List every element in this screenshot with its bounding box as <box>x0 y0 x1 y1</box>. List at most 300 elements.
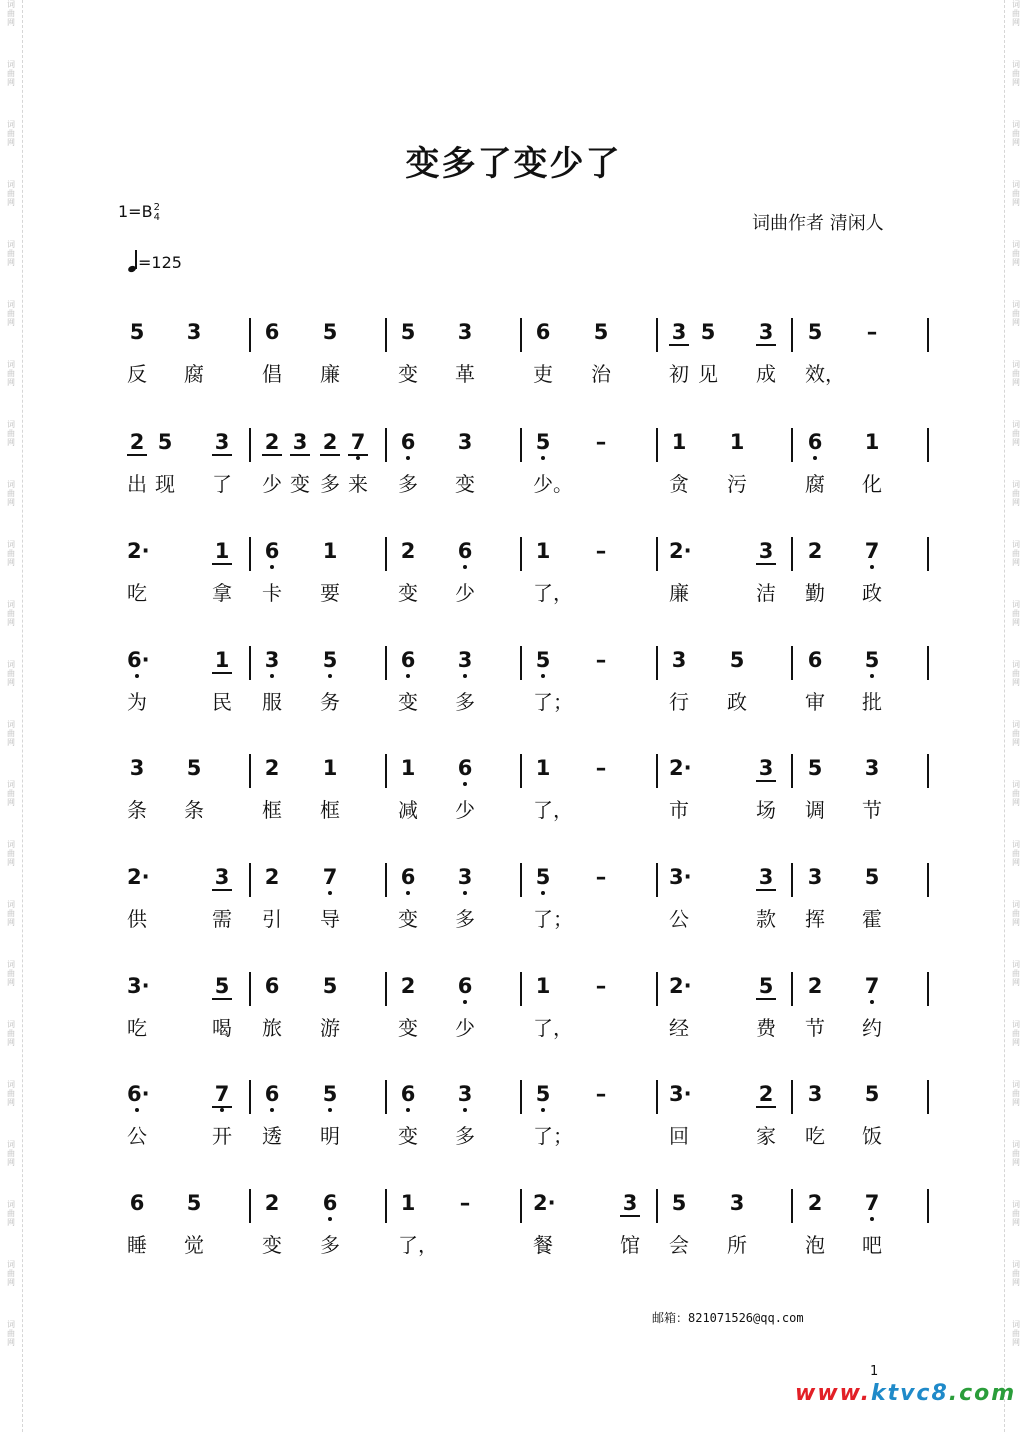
barline <box>656 646 658 680</box>
lyric: 治 <box>591 362 611 386</box>
note: 3 <box>186 320 202 344</box>
lyric: 旅 <box>262 1016 282 1040</box>
note: 6 <box>264 1082 280 1106</box>
note: 7 <box>864 1191 880 1215</box>
lyric: 出 <box>127 472 147 496</box>
note: 1 <box>535 539 551 563</box>
barline <box>927 537 929 571</box>
barline <box>249 428 251 462</box>
barline <box>656 318 658 352</box>
note: 3 <box>669 320 689 346</box>
note: 3· <box>669 865 692 889</box>
lyric: 了； <box>533 690 573 714</box>
lyric: 行 <box>669 690 689 714</box>
note: – <box>595 539 607 563</box>
octave-dot <box>220 1108 224 1112</box>
octave-dot <box>541 891 545 895</box>
watermark-mark: 词 曲 网 <box>7 360 15 387</box>
lyric: 市 <box>669 798 689 822</box>
note: 6 <box>264 974 280 998</box>
lyric: 少 <box>455 581 475 605</box>
barline <box>249 1189 251 1223</box>
note: 5 <box>322 1082 338 1106</box>
key-signature <box>118 202 160 223</box>
lyric: 腐 <box>805 472 825 496</box>
watermark-mark: 词 曲 网 <box>7 780 15 807</box>
lyric: 开 <box>212 1124 232 1148</box>
note: 5 <box>756 974 776 1000</box>
lyric: 了； <box>533 907 573 931</box>
watermark-mark: 词 曲 网 <box>7 900 15 927</box>
lyric: 初 <box>669 362 689 386</box>
barline <box>520 318 522 352</box>
lyric: 变 <box>398 1124 418 1148</box>
lyric: 卡 <box>262 581 282 605</box>
note: 3 <box>212 865 232 891</box>
note: 2 <box>400 974 416 998</box>
note: 6 <box>322 1191 338 1215</box>
lyric: 减 <box>398 798 418 822</box>
lyric: 节 <box>805 1016 825 1040</box>
watermark-mark: 词 曲 网 <box>7 300 15 327</box>
note: 7 <box>864 539 880 563</box>
barline <box>520 428 522 462</box>
watermark-mark: 词 曲 网 <box>1012 480 1020 507</box>
lyric: 变 <box>398 907 418 931</box>
lyric: 框 <box>320 798 340 822</box>
lyric: 变 <box>290 472 310 496</box>
lyric: 引 <box>262 907 282 931</box>
tempo-marking <box>128 250 182 272</box>
octave-dot <box>870 565 874 569</box>
barline <box>249 646 251 680</box>
note: 1 <box>729 430 745 454</box>
note: 5 <box>864 1082 880 1106</box>
lyric: 明 <box>320 1124 340 1148</box>
octave-dot <box>328 1217 332 1221</box>
lyric: 效， <box>805 362 845 386</box>
lyric: 公 <box>127 1124 147 1148</box>
note: 6 <box>807 648 823 672</box>
barline <box>520 972 522 1006</box>
site-logo: www.ktvc8.com <box>795 1381 1017 1406</box>
note: 3 <box>620 1191 640 1217</box>
note: 5 <box>322 648 338 672</box>
note: 2 <box>756 1082 776 1108</box>
note: 2· <box>669 756 692 780</box>
lyric: 成 <box>756 362 776 386</box>
note: 5 <box>807 320 823 344</box>
watermark-mark: 词 曲 网 <box>1012 600 1020 627</box>
lyric: 多 <box>320 472 340 496</box>
note: – <box>459 1191 471 1215</box>
watermark-mark: 词 曲 网 <box>1012 540 1020 567</box>
note: 2 <box>807 539 823 563</box>
lyric: 审 <box>805 690 825 714</box>
note: 3 <box>729 1191 745 1215</box>
watermark-mark: 词 曲 网 <box>7 0 15 27</box>
watermark-mark: 词 曲 网 <box>7 120 15 147</box>
watermark-mark: 词 曲 网 <box>7 240 15 267</box>
note: 1 <box>864 430 880 454</box>
watermark-mark: 词 曲 网 <box>1012 1080 1020 1107</box>
lyric: 为 <box>127 690 147 714</box>
lyric: 了， <box>533 1016 573 1040</box>
note: 5 <box>807 756 823 780</box>
lyric: 觉 <box>184 1233 204 1257</box>
lyric: 节 <box>862 798 882 822</box>
note: 2 <box>400 539 416 563</box>
note: 6 <box>129 1191 145 1215</box>
note: 2 <box>264 756 280 780</box>
barline <box>791 863 793 897</box>
lyric: 务 <box>320 690 340 714</box>
octave-dot <box>356 456 360 460</box>
watermark-mark: 词 曲 网 <box>1012 180 1020 207</box>
note: 6 <box>457 974 473 998</box>
watermark-mark: 词 曲 网 <box>7 480 15 507</box>
page-number: 1 <box>870 1364 879 1379</box>
note: 5 <box>593 320 609 344</box>
lyric: 民 <box>212 690 232 714</box>
lyric: 反 <box>127 362 147 386</box>
barline <box>791 754 793 788</box>
barline <box>656 754 658 788</box>
lyric: 家 <box>756 1124 776 1148</box>
barline <box>520 1189 522 1223</box>
lyric: 导 <box>320 907 340 931</box>
barline <box>520 863 522 897</box>
note: 5 <box>864 648 880 672</box>
note: 1 <box>671 430 687 454</box>
note: 2· <box>127 865 150 889</box>
barline <box>385 646 387 680</box>
barline <box>249 537 251 571</box>
note: 1 <box>212 648 232 674</box>
watermark-mark: 词 曲 网 <box>1012 1020 1020 1047</box>
lyric: 要 <box>320 581 340 605</box>
barline <box>520 537 522 571</box>
octave-dot <box>541 456 545 460</box>
lyric: 费 <box>756 1016 776 1040</box>
note: 2 <box>262 430 282 456</box>
barline <box>927 646 929 680</box>
octave-dot <box>541 674 545 678</box>
lyric: 吃 <box>127 1016 147 1040</box>
barline <box>791 646 793 680</box>
note: 3 <box>756 320 776 346</box>
composer-credit: 词曲作者 清闲人 <box>752 213 884 234</box>
watermark-mark: 词 曲 网 <box>7 720 15 747</box>
octave-dot <box>406 891 410 895</box>
barline <box>385 1080 387 1114</box>
note: 2 <box>807 1191 823 1215</box>
note: 7 <box>348 430 368 456</box>
note: – <box>595 430 607 454</box>
lyric: 多 <box>398 472 418 496</box>
lyric: 化 <box>862 472 882 496</box>
octave-dot <box>328 891 332 895</box>
note: 5 <box>700 320 716 344</box>
lyric: 变 <box>398 1016 418 1040</box>
watermark-mark: 词 曲 网 <box>7 1080 15 1107</box>
note: – <box>595 1082 607 1106</box>
octave-dot <box>463 565 467 569</box>
lyric: 吏 <box>533 362 553 386</box>
watermark-mark: 词 曲 网 <box>7 840 15 867</box>
lyric: 洁 <box>756 581 776 605</box>
octave-dot <box>328 1108 332 1112</box>
watermark-mark: 词 曲 网 <box>1012 840 1020 867</box>
barline <box>927 1189 929 1223</box>
watermark-mark: 词 曲 网 <box>1012 300 1020 327</box>
note: 1 <box>212 539 232 565</box>
note: 7 <box>322 865 338 889</box>
watermark-mark: 词 曲 网 <box>1012 0 1020 27</box>
barline <box>791 537 793 571</box>
barline <box>520 1080 522 1114</box>
lyric: 多 <box>455 907 475 931</box>
note: 6 <box>400 430 416 454</box>
watermark-mark: 词 曲 网 <box>7 420 15 447</box>
note: 3 <box>457 865 473 889</box>
watermark-mark: 词 曲 网 <box>1012 1140 1020 1167</box>
watermark-mark: 词 曲 网 <box>1012 1200 1020 1227</box>
lyric: 喝 <box>212 1016 232 1040</box>
watermark-mark: 词 曲 网 <box>1012 660 1020 687</box>
lyric: 需 <box>212 907 232 931</box>
lyric: 条 <box>184 798 204 822</box>
note: 1 <box>535 756 551 780</box>
octave-dot <box>406 674 410 678</box>
note: 6 <box>400 648 416 672</box>
time-signature: 2 4 <box>153 201 160 223</box>
note: 3 <box>807 865 823 889</box>
note: 6 <box>457 539 473 563</box>
lyric: 会 <box>669 1233 689 1257</box>
contact-email: 邮箱：821071526@qq.com <box>652 1311 804 1325</box>
lyric: 吃 <box>805 1124 825 1148</box>
lyric: 透 <box>262 1124 282 1148</box>
barline <box>791 1189 793 1223</box>
note: 6 <box>535 320 551 344</box>
note: 7 <box>212 1082 232 1108</box>
octave-dot <box>270 1108 274 1112</box>
barline <box>385 863 387 897</box>
note: 2· <box>127 539 150 563</box>
watermark-mark: 词 曲 网 <box>7 180 15 207</box>
lyric: 了， <box>533 581 573 605</box>
note: 1 <box>400 756 416 780</box>
note: 3 <box>756 865 776 891</box>
barline <box>927 863 929 897</box>
lyric: 变 <box>398 581 418 605</box>
octave-dot <box>463 1108 467 1112</box>
note: 6 <box>264 320 280 344</box>
note: 1 <box>322 756 338 780</box>
barline <box>385 318 387 352</box>
lyric: 吃 <box>127 581 147 605</box>
octave-dot <box>870 1000 874 1004</box>
lyric: 霍 <box>862 907 882 931</box>
octave-dot <box>463 1000 467 1004</box>
octave-dot <box>870 674 874 678</box>
lyric: 所 <box>727 1233 747 1257</box>
barline <box>249 318 251 352</box>
right-margin-line <box>1004 0 1005 1432</box>
barline <box>520 646 522 680</box>
note: 5 <box>212 974 232 1000</box>
note: 6 <box>457 756 473 780</box>
barline <box>927 318 929 352</box>
note: 5 <box>535 430 551 454</box>
octave-dot <box>406 1108 410 1112</box>
barline <box>656 972 658 1006</box>
barline <box>385 537 387 571</box>
note: – <box>595 865 607 889</box>
lyric: 条 <box>127 798 147 822</box>
note: 3· <box>127 974 150 998</box>
song-title: 变多了变少了 <box>405 144 622 184</box>
lyric: 少。 <box>533 472 573 496</box>
note: 5 <box>400 320 416 344</box>
lyric: 见 <box>698 362 718 386</box>
octave-dot <box>463 891 467 895</box>
note: 1 <box>400 1191 416 1215</box>
lyric: 经 <box>669 1016 689 1040</box>
lyric: 批 <box>862 690 882 714</box>
watermark-mark: 词 曲 网 <box>1012 120 1020 147</box>
lyric: 游 <box>320 1016 340 1040</box>
note: 2 <box>127 430 147 456</box>
note: 6· <box>127 648 150 672</box>
lyric: 变 <box>262 1233 282 1257</box>
octave-dot <box>463 782 467 786</box>
watermark-mark: 词 曲 网 <box>7 660 15 687</box>
note: 3 <box>457 320 473 344</box>
note: 7 <box>864 974 880 998</box>
lyric: 革 <box>455 362 475 386</box>
watermark-mark: 词 曲 网 <box>1012 780 1020 807</box>
lyric: 变 <box>398 690 418 714</box>
note: 3 <box>290 430 310 456</box>
lyric: 多 <box>320 1233 340 1257</box>
lyric: 约 <box>862 1016 882 1040</box>
note: 5 <box>186 756 202 780</box>
barline <box>249 972 251 1006</box>
lyric: 调 <box>805 798 825 822</box>
note: 3 <box>212 430 232 456</box>
note: 2 <box>320 430 340 456</box>
watermark-mark: 词 曲 网 <box>1012 60 1020 87</box>
note: 5 <box>186 1191 202 1215</box>
note: 2 <box>807 974 823 998</box>
watermark-mark: 词 曲 网 <box>1012 1260 1020 1287</box>
note: 3 <box>457 1082 473 1106</box>
lyric: 来 <box>348 472 368 496</box>
barline <box>927 972 929 1006</box>
lyric: 倡 <box>262 362 282 386</box>
watermark-mark: 词 曲 网 <box>7 60 15 87</box>
lyric: 了， <box>398 1233 438 1257</box>
barline <box>656 428 658 462</box>
note: – <box>595 974 607 998</box>
lyric: 污 <box>727 472 747 496</box>
watermark-mark: 词 曲 网 <box>1012 360 1020 387</box>
watermark-mark: 词 曲 网 <box>7 540 15 567</box>
octave-dot <box>813 456 817 460</box>
note: 3 <box>756 756 776 782</box>
lyric: 拿 <box>212 581 232 605</box>
lyric: 睡 <box>127 1233 147 1257</box>
lyric: 了 <box>212 472 232 496</box>
note: 3 <box>129 756 145 780</box>
barline <box>791 1080 793 1114</box>
watermark-mark: 词 曲 网 <box>1012 720 1020 747</box>
octave-dot <box>135 674 139 678</box>
note: 6 <box>264 539 280 563</box>
watermark-mark: 词 曲 网 <box>7 960 15 987</box>
note: – <box>595 648 607 672</box>
lyric: 现 <box>155 472 175 496</box>
lyric: 多 <box>455 690 475 714</box>
lyric: 廉 <box>669 581 689 605</box>
watermark-mark: 词 曲 网 <box>7 1140 15 1167</box>
note: – <box>595 756 607 780</box>
note: 6· <box>127 1082 150 1106</box>
note: 3 <box>671 648 687 672</box>
note: 3· <box>669 1082 692 1106</box>
lyric: 饭 <box>862 1124 882 1148</box>
lyric: 少 <box>455 798 475 822</box>
lyric: 勤 <box>805 581 825 605</box>
note: 5 <box>129 320 145 344</box>
note: 3 <box>756 539 776 565</box>
watermark-mark: 词 曲 网 <box>1012 420 1020 447</box>
note: 1 <box>535 974 551 998</box>
lyric: 框 <box>262 798 282 822</box>
lyric: 政 <box>727 690 747 714</box>
lyric: 吧 <box>862 1233 882 1257</box>
note: 6 <box>400 865 416 889</box>
octave-dot <box>270 565 274 569</box>
lyric: 腐 <box>184 362 204 386</box>
note: 2 <box>264 1191 280 1215</box>
octave-dot <box>406 456 410 460</box>
watermark-mark: 词 曲 网 <box>1012 240 1020 267</box>
lyric: 少 <box>455 1016 475 1040</box>
barline <box>791 428 793 462</box>
barline <box>927 1080 929 1114</box>
octave-dot <box>463 674 467 678</box>
lyric: 馆 <box>620 1233 640 1257</box>
octave-dot <box>328 674 332 678</box>
barline <box>656 863 658 897</box>
note: 5 <box>671 1191 687 1215</box>
note: – <box>866 320 878 344</box>
tempo-value: =125 <box>138 253 182 272</box>
quarter-note-icon <box>128 250 138 272</box>
lyric: 公 <box>669 907 689 931</box>
barline <box>927 428 929 462</box>
watermark-mark: 词 曲 网 <box>7 600 15 627</box>
lyric: 多 <box>455 1124 475 1148</box>
note: 3 <box>457 648 473 672</box>
barline <box>385 972 387 1006</box>
left-margin-line <box>22 0 23 1432</box>
lyric: 服 <box>262 690 282 714</box>
barline <box>791 972 793 1006</box>
